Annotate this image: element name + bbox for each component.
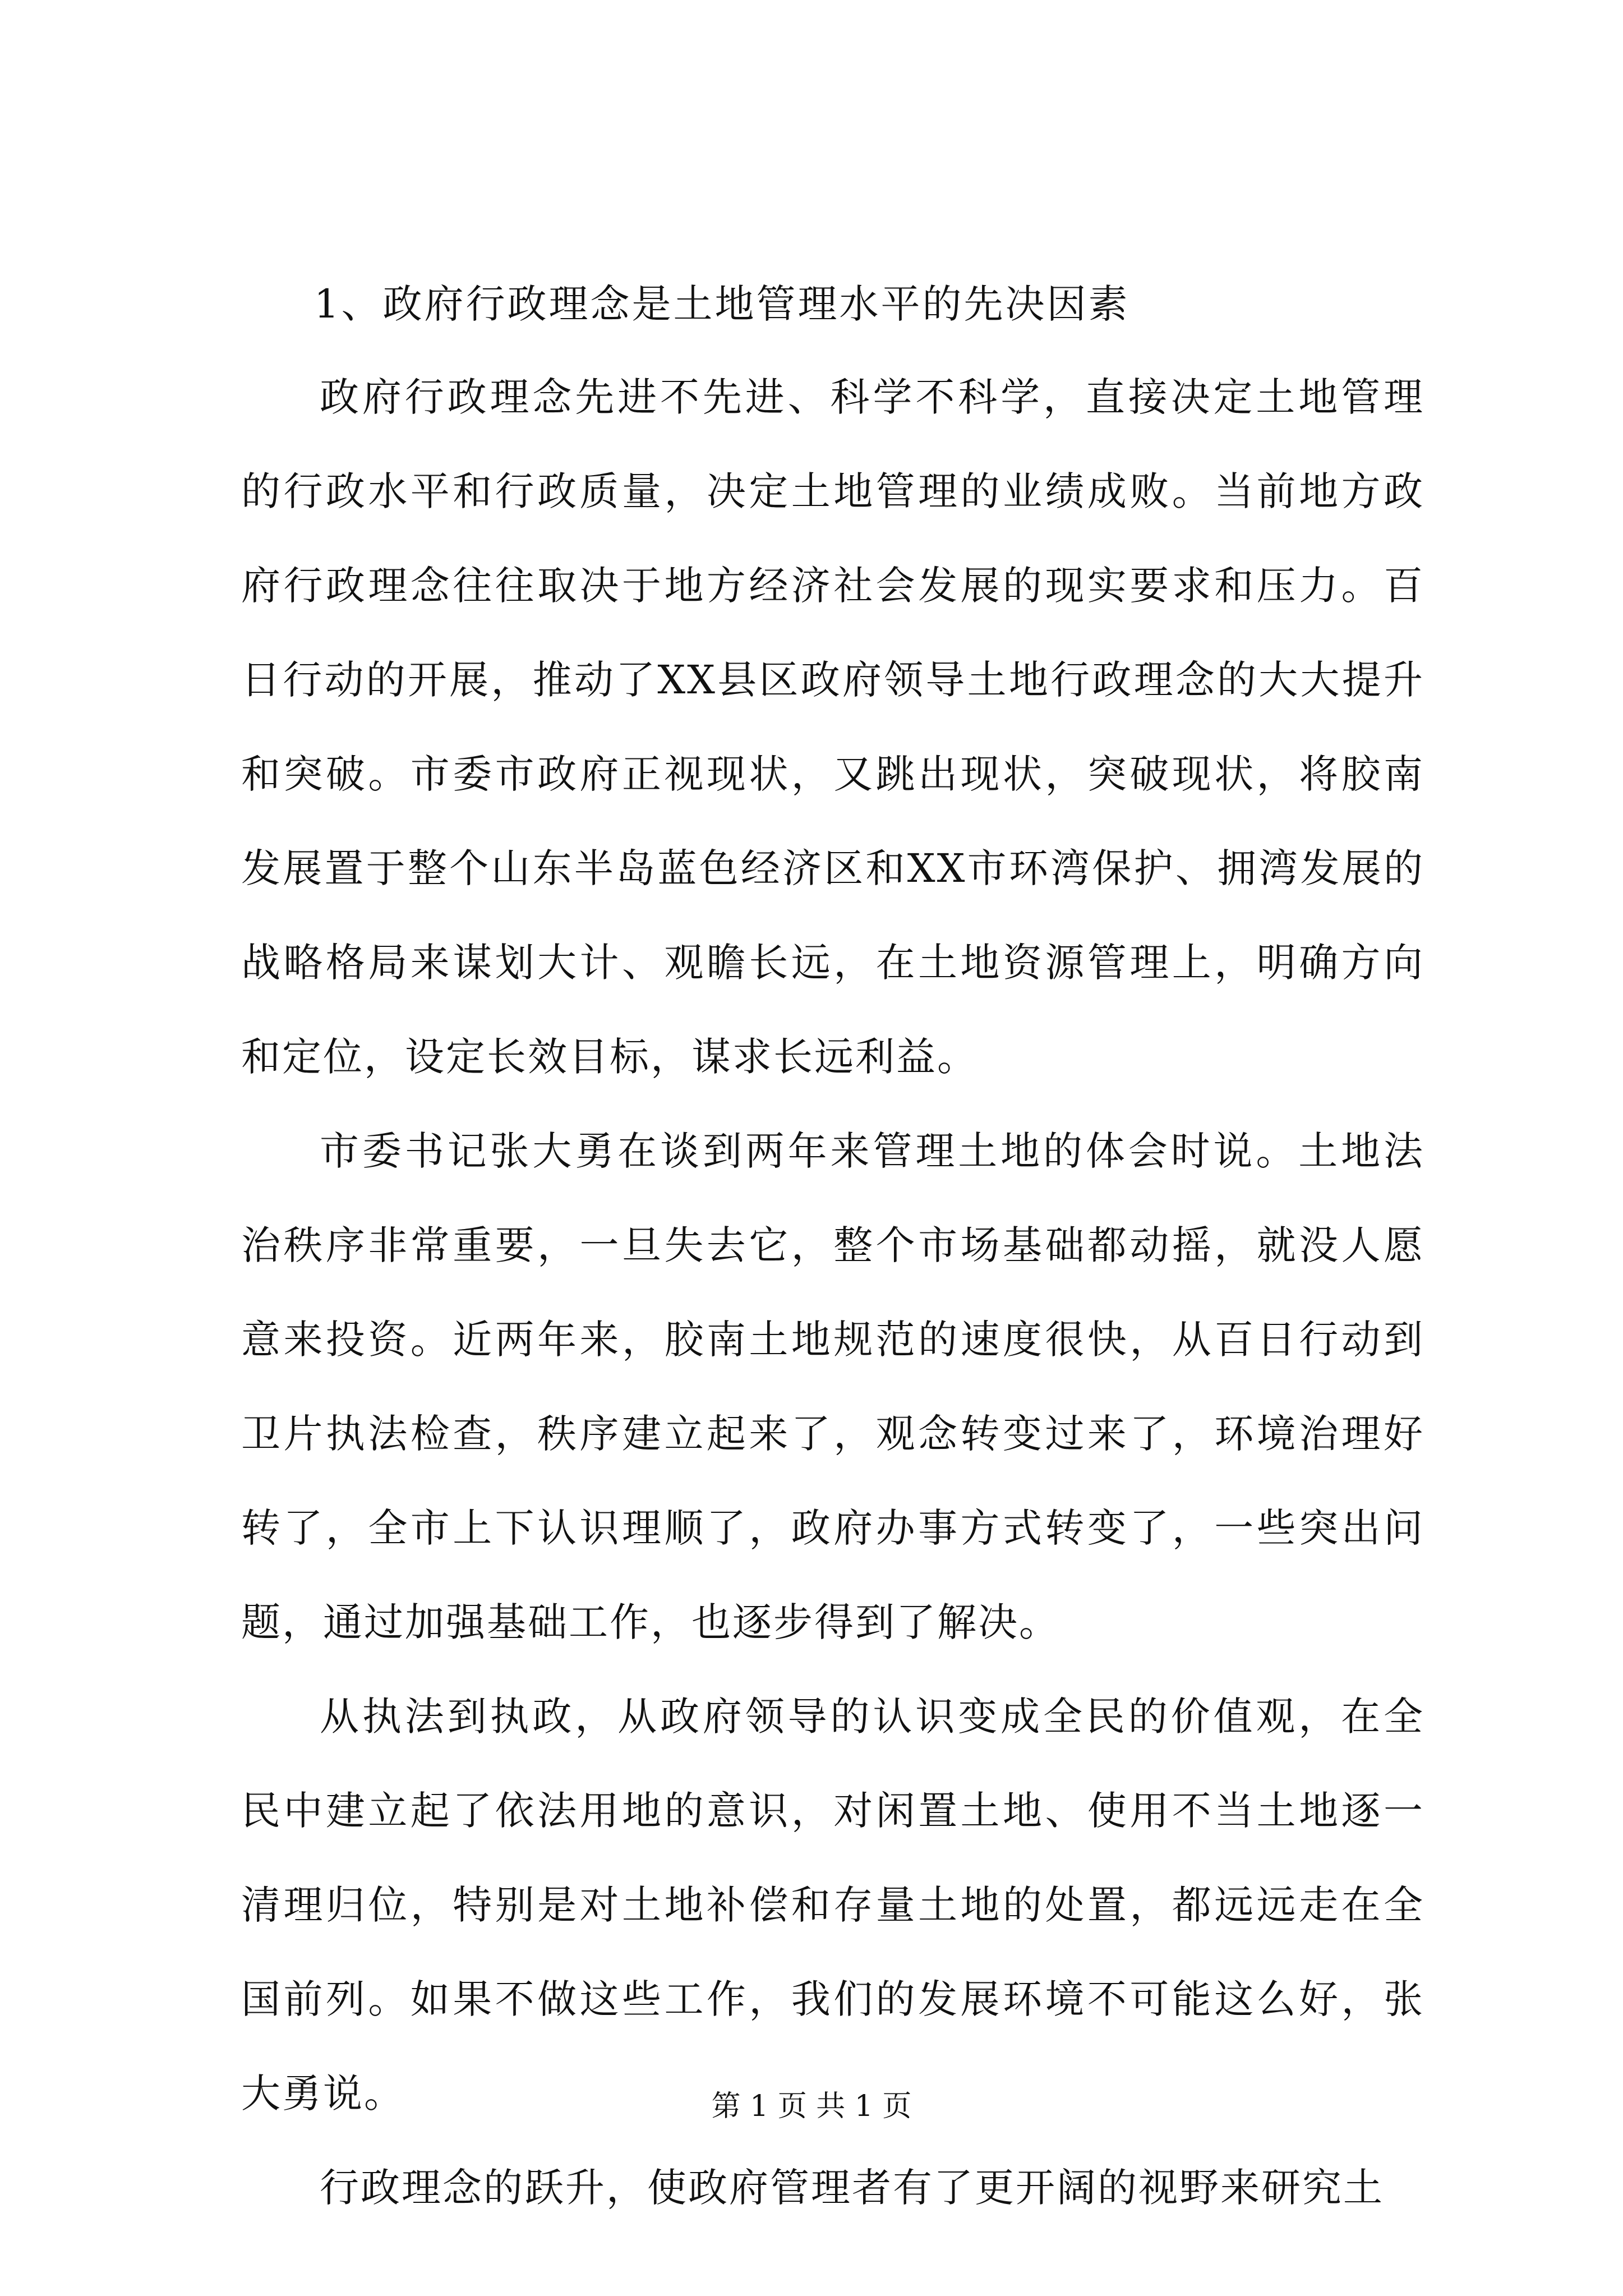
document-body	[241, 280, 1424, 2235]
paragraph: 政府行政理念先进不先进、科学不科学，直接决定土地管理的行政水平和行政质量，决定土地管理的业绩成败。当前地方政府行政理念往往取决于地方经济社会发展的现实要求和压力。百日行动的开展，推动了XX县区政府领导土地行政理念的大大提升和突破。市委市政府正视现状，又跳出现状，突破现状，将胶南发展置于整个山东半岛蓝色经济区和XX市环湾保护、拥湾发展的战略格局来谋划大计、观瞻长远，在土地资源管理上，明确方向和定位，设定长效目标，谋求长远利益。	[241, 374, 1424, 1080]
paragraph: 从执法到执政，从政府领导的认识变成全民的价值观，在全民中建立起了依法用地的意识，对闲置土地、使用不当土地逐一清理归位，特别是对土地补偿和存量土地的处置，都远远走在全国前列。如果不做这些工作，我们的发展环境不可能这么好，张大勇说。	[241, 1694, 1424, 2116]
paragraph: 市委书记张大勇在谈到两年来管理土地的体会时说。土地法治秩序非常重要，一旦失去它，整个市场基础都动摇，就没人愿意来投资。近两年来，胶南土地规范的速度很快，从百日行动到卫片执法检查，秩序建立起来了，观念转变过来了，环境治理好转了，全市上下认识理顺了，政府办事方式转变了，一些突出问题，通过加强基础工作，也逐步得到了解决。	[241, 1128, 1424, 1645]
page-footer: 第 1 页 共 1 页	[711, 2090, 912, 2123]
section-heading: 1、政府行政理念是土地管理水平的先决因素	[314, 281, 1130, 327]
paragraph: 行政理念的跃升，使政府管理者有了更开阔的视野来研究土	[320, 2165, 1384, 2211]
